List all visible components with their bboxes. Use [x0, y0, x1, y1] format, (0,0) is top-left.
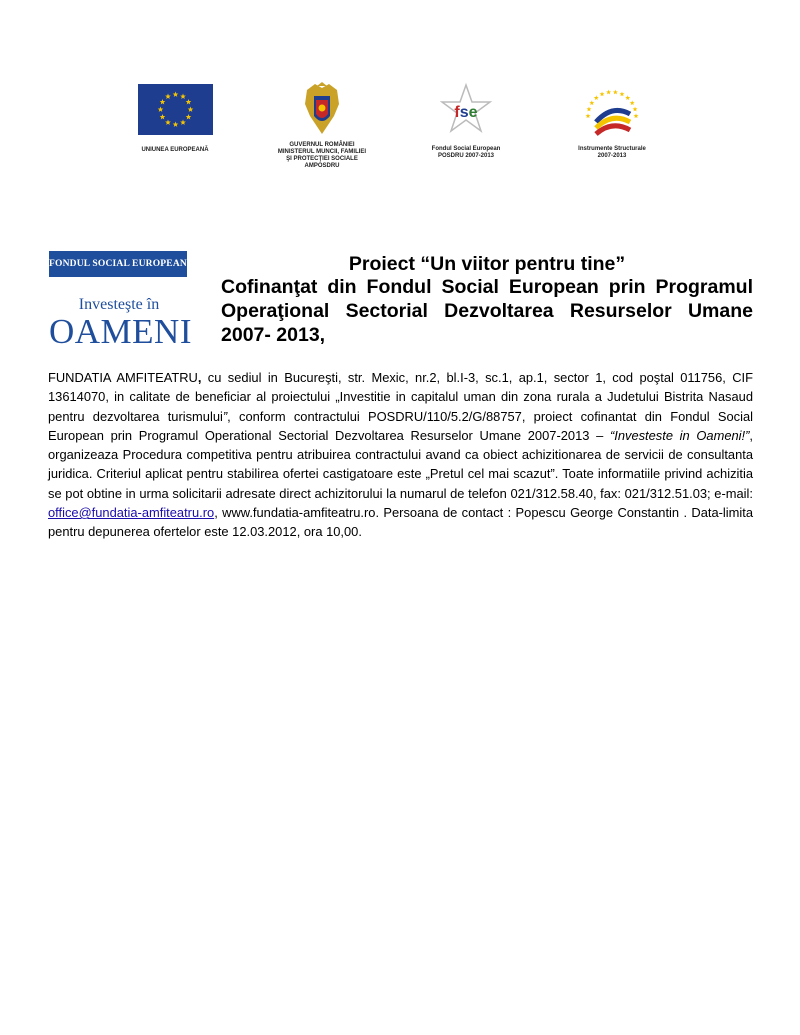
- is-caption-2: 2007-2013: [597, 153, 627, 159]
- cofinancing-title: Cofinanţat din Fondul Social European prin Programul Operaţional Sectorial Dezvoltarea Resurselor Umane 2007- 2013,: [221, 276, 753, 346]
- gov-caption-3: ŞI PROTECŢIEI SOCIALE: [286, 156, 358, 162]
- project-title: Proiect “Un viitor pentru tine”: [348, 253, 626, 275]
- body-part-3: , organizeaza Procedura competitiva pentru atribuirea contractului avand ca obiect achizitionarea de servicii de consultanta juridica. Criteriul aplicat pentru stabilirea ofertei castigatoare este „Pretul cel mai scazut”. Toate informatiile privind achizitia se pot obtine in urma solicitarii adresate direct achizitorului la numarul de telefon 021/312.58.40, fax: 021/312.51.03; e-mail:: [48, 427, 754, 501]
- email-link[interactable]: office@fundatia-amfiteatru.ro: [48, 505, 215, 521]
- eu-caption: UNIUNEA EUROPEANĂ: [141, 147, 209, 153]
- fse-caption-1: Fondul Social European: [431, 146, 501, 152]
- is-star-icon: [587, 107, 592, 112]
- is-star-icon: [606, 90, 611, 95]
- slogan-italic: “Investeste in Oameni!”: [609, 427, 750, 443]
- fse-star-icon: [438, 82, 494, 138]
- investeste-in-label: Investeşte în: [78, 296, 160, 313]
- instrumente-structurale-icon: [582, 82, 642, 140]
- is-star-icon: [589, 100, 594, 105]
- instrumente-structurale-logo: [562, 82, 662, 160]
- eu-logo: [120, 84, 230, 154]
- is-star-icon: [633, 107, 638, 112]
- body-part-1: cu sediul in Bucureşti, str. Mexic, nr.2, bl.I-3, sc.1, ap.1, sector 1, cod poştal 011756, CIF 13614070, in calitate de beneficiar al proiectului „Investitie in capitalul uman din zona rurala a Judetului Bistrita Nasaud pentru dezvoltarea turismului: [48, 370, 753, 424]
- fondul-social-european-banner: FONDUL SOCIAL EUROPEAN: [49, 251, 187, 277]
- eu-flag-icon: [138, 84, 213, 135]
- gov-caption-2: MINISTERUL MUNCII, FAMILIEI: [277, 149, 367, 155]
- romania-coat-of-arms-icon: [301, 82, 343, 140]
- gov-caption-1: GUVERNUL ROMÂNIEI: [289, 142, 355, 148]
- body-part-2: , conform contractului POSDRU/110/5.2/G/88757, proiect cofinantat din Fondul Social European prin Programul Operational Sectorial Dezvoltarea Resurselor Umane 2007-2013 –: [48, 408, 754, 443]
- is-caption-1: Instrumente Structurale: [578, 146, 646, 152]
- body-part-4: , www.fundatia-amfiteatru.ro. Persoana de contact : Popescu George Constantin . Data-limita pentru depunerea ofertelor este 12.03.2012, ora 10,00.: [48, 505, 753, 540]
- oameni-label: OAMENI: [49, 312, 192, 351]
- is-star-icon: [613, 90, 618, 95]
- is-star-icon: [586, 113, 591, 118]
- gov-logo: [258, 82, 386, 170]
- bold-comma: ,: [197, 370, 202, 385]
- is-star-icon: [630, 100, 635, 105]
- gov-caption-4: AMPOSDRU: [304, 163, 340, 169]
- is-star-icon: [600, 92, 605, 97]
- fse-logo: [414, 82, 518, 160]
- is-star-icon: [620, 92, 625, 97]
- svg-text:fse: fse: [454, 104, 478, 121]
- closing-quote: ”: [222, 408, 228, 424]
- organization-name: FUNDATIA AMFITEATRU: [48, 370, 198, 385]
- is-star-icon: [634, 113, 639, 118]
- announcement-paragraph: [48, 368, 753, 542]
- fse-caption-2: POSDRU 2007-2013: [437, 153, 495, 159]
- is-star-icon: [625, 95, 630, 100]
- is-star-icon: [594, 95, 599, 100]
